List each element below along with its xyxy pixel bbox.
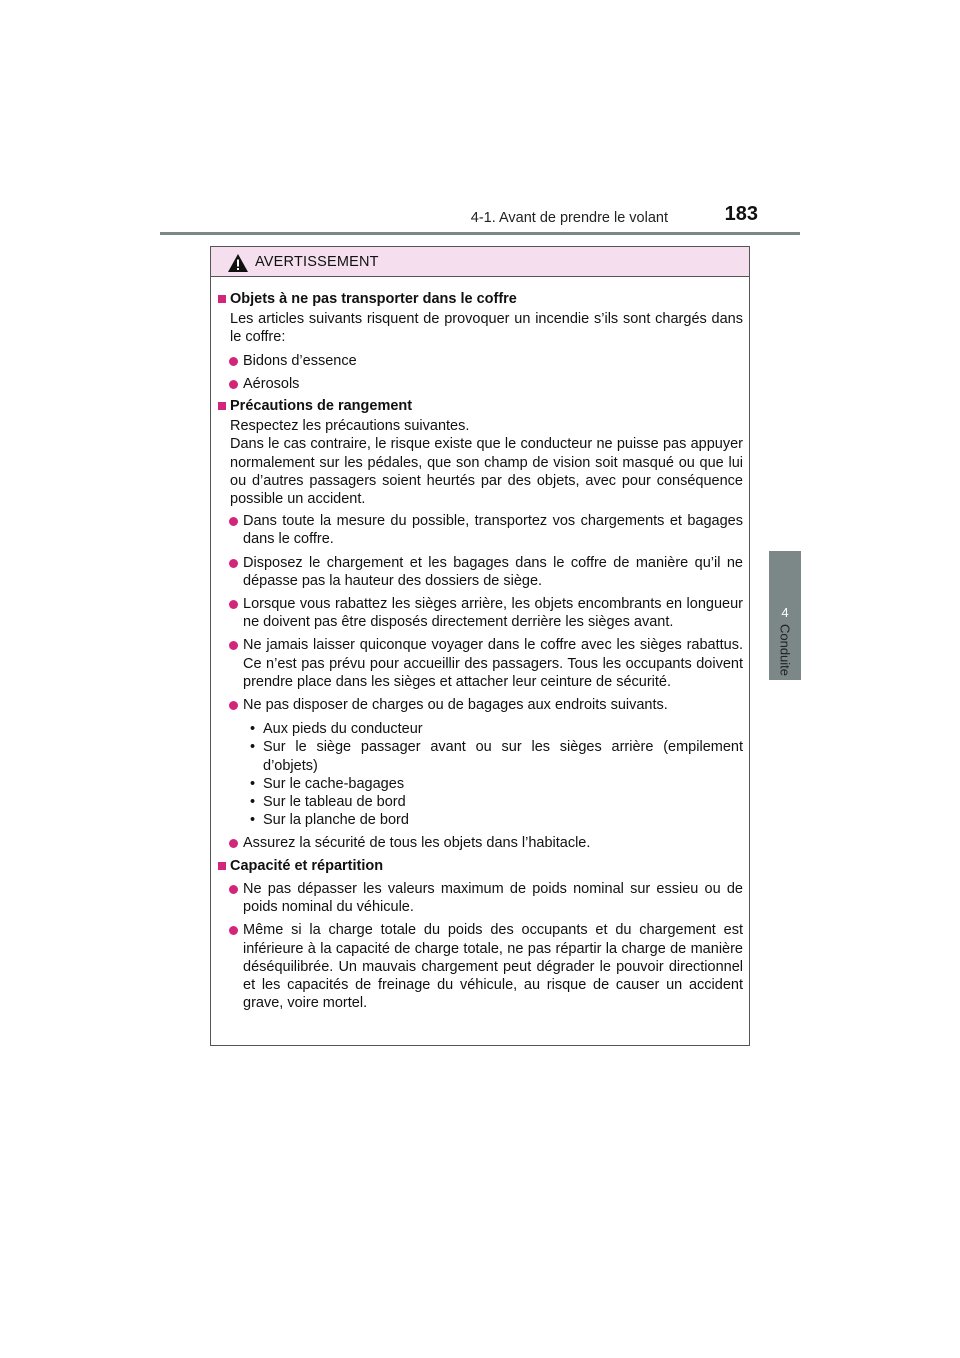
list-item: Aérosols — [217, 375, 743, 393]
list-item: Dans toute la mesure du possible, transportez vos chargements et bagages dans le coffre. — [217, 512, 743, 548]
section-heading: Capacité et répartition — [217, 857, 743, 875]
bullet-dot-icon — [229, 600, 238, 609]
bullet-dot-icon — [229, 926, 238, 935]
list-item: Ne pas disposer de charges ou de bagages aux endroits suivants. — [217, 696, 743, 714]
bullet-dot-icon — [229, 380, 238, 389]
sub-list-item: • Sur le siège passager avant ou sur les sièges arrière (empilement d’objets) — [250, 739, 743, 774]
section-heading: Objets à ne pas transporter dans le coffre — [217, 290, 743, 308]
list-item: Disposez le chargement et les bagages dans le coffre de manière qu’il ne dépasse pas la hauteur des dossiers de siège. — [217, 554, 743, 590]
square-bullet-icon — [218, 295, 226, 303]
list-item: Assurez la sécurité de tous les objets dans l’habitacle. — [217, 834, 743, 852]
sub-list-item: • Aux pieds du conducteur — [250, 721, 423, 738]
square-bullet-icon — [218, 862, 226, 870]
bullet-dot-icon — [229, 357, 238, 366]
section-title: 4-1. Avant de prendre le volant — [470, 210, 668, 226]
sub-list-item: • Sur le tableau de bord — [250, 794, 406, 811]
list-item: Ne jamais laisser quiconque voyager dans le coffre avec les sièges rabattus. Ce n’est pas prévu pour accueillir des passagers. Tous les occupants doivent prendre place dans les sièges et attacher leur ceinture de sécurité. — [217, 636, 743, 691]
list-item: Ne pas dépasser les valeurs maximum de poids nominal sur essieu ou de poids nominal du véhicule. — [217, 880, 743, 916]
bullet-dot-icon — [229, 517, 238, 526]
warning-content — [211, 277, 749, 1012]
sub-list — [217, 720, 743, 829]
warning-box — [210, 246, 750, 1046]
page-number: 183 — [724, 203, 758, 225]
sub-list-item: • Sur le cache-bagages — [250, 775, 405, 792]
list-item: Lorsque vous rabattez les sièges arrière, les objets encombrants en longueur ne doivent pas être disposés directement derrière les sièges avant. — [217, 595, 743, 631]
bullet-dot-icon — [229, 641, 238, 650]
section-heading: Précautions de rangement — [217, 397, 743, 415]
square-bullet-icon — [218, 402, 226, 410]
warning-title: AVERTISSEMENT — [255, 254, 379, 270]
paragraph: Dans le cas contraire, le risque existe que le conducteur ne puisse pas appuyer normalement sur les pédales, que son champ de vision soit masqué ou que lui ou d’autres passagers soient heurtés par des objets, avec pour conséquence possible un accident. — [230, 436, 743, 508]
bullet-dot-icon — [229, 839, 238, 848]
header-rule — [160, 232, 800, 235]
bullet-dot-icon — [229, 885, 238, 894]
paragraph: Les articles suivants risquent de provoquer un incendie s’ils sont chargés dans le coffre: — [230, 311, 743, 346]
page-header — [160, 200, 800, 236]
sub-list-item: • Sur la planche de bord — [250, 812, 409, 829]
list-item: Bidons d’essence — [217, 352, 743, 370]
bullet-dot-icon — [229, 701, 238, 710]
bullet-dot-icon — [229, 559, 238, 568]
warning-header — [211, 247, 749, 277]
chapter-label: Conduite — [777, 623, 793, 677]
warning-triangle-icon — [227, 253, 249, 273]
chapter-label-wrap — [769, 610, 801, 690]
chapter-number: 4 — [781, 605, 789, 620]
list-item: Même si la charge totale du poids des occupants et du chargement est inférieure à la capacité de charge totale, ne pas répartir la charge de manière déséquilibrée. Un mauvais chargement peut dégrader le pouvoir directionnel et les capacités de freinage du véhicule, au risque de causer un accident grave, voire mortel. — [217, 921, 743, 1012]
paragraph: Respectez les précautions suivantes. — [230, 418, 470, 435]
